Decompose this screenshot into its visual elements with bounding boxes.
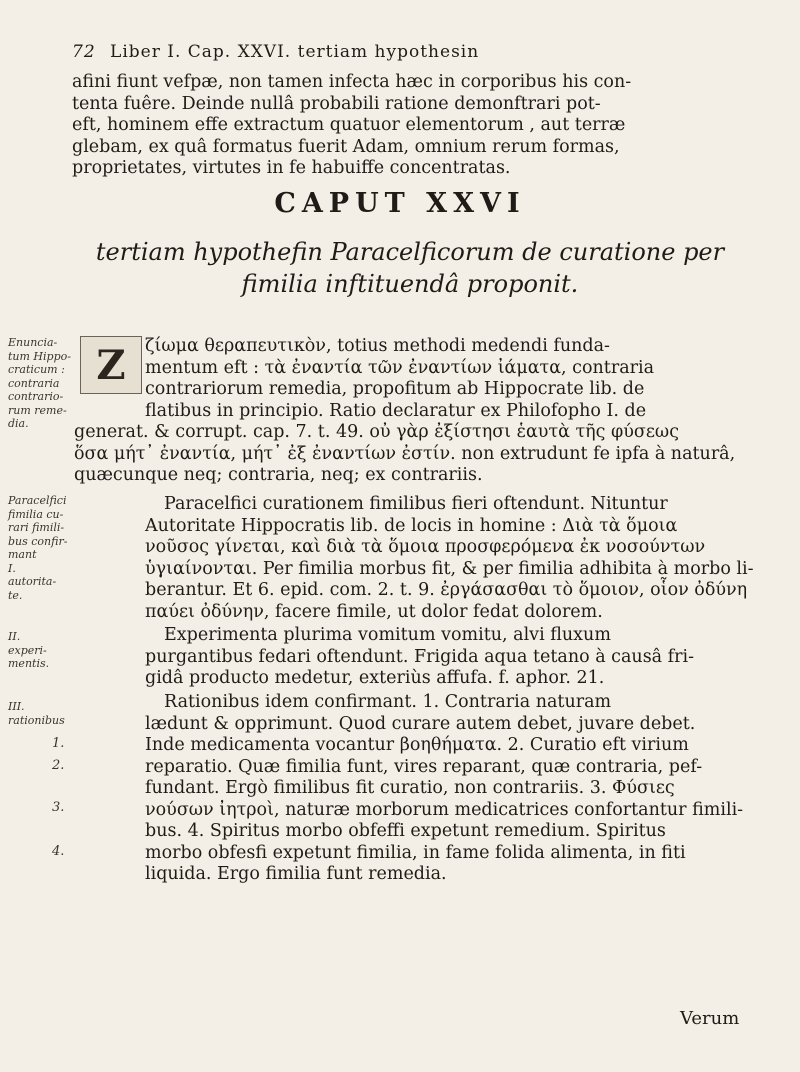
text-line: eft, hominem effe extractum quatuor elementorum , aut terræ xyxy=(72,115,626,135)
margin-line: experi- xyxy=(8,643,47,657)
text-line: ζίωμα θεραπευτικὸν, totius methodi medendi funda- xyxy=(145,336,610,356)
margin-line: contrario- xyxy=(8,390,64,403)
margin-line: rari fimili- xyxy=(8,521,65,534)
margin-note-paracelsici xyxy=(8,494,74,602)
margin-line: Paracelfici xyxy=(8,494,67,507)
text-line: quæcunque neq; contraria, neq; ex contrariis. xyxy=(74,465,483,485)
paragraph-continuation xyxy=(72,72,772,180)
margin-line: tum Hippo- xyxy=(8,349,71,363)
paragraph-axiom xyxy=(74,336,765,487)
text-line: generat. & corrupt. cap. 7. t. 49. οὐ γὰρ ἐξίστησι ἑαυτὰ τῆς φύσεως xyxy=(74,422,680,442)
text-line: gidâ producto medetur, exteriùs affufa. f. aphor. 21. xyxy=(145,668,605,688)
text-line: ὑγιαίνονται. Per fimilia morbus fit, & per fimilia adhibita à morbo li- xyxy=(145,558,754,579)
text-line: afini fiunt vefpæ, non tamen infecta hæc in corporibus his con- xyxy=(72,72,632,92)
text-line: proprietates, virtutes in fe habuiffe concentratas. xyxy=(72,158,511,178)
margin-line: mant xyxy=(8,548,37,561)
subtitle-line: fimilia inftituendâ proponit. xyxy=(241,270,579,298)
argument-number: 3. xyxy=(52,800,65,815)
text-line: mentum eft : τὰ ἐναντία τῶν ἐναντίων ἰάματα, contraria xyxy=(145,357,655,378)
text-line: νοῦσος γίνεται, καὶ διὰ τὰ ὅμοια προσφερόμενα ἐκ νοσούντων xyxy=(145,537,706,557)
margin-line: III. xyxy=(8,700,25,713)
page-number: 72 xyxy=(72,42,96,62)
margin-line: contraria xyxy=(8,376,60,390)
margin-line: dia. xyxy=(8,417,29,430)
margin-note-enunciatum xyxy=(8,336,74,431)
text-line: παύει ὀδύνην, facere fimile, ut dolor fedat dolorem. xyxy=(145,601,603,622)
argument-number: 2. xyxy=(52,758,65,773)
margin-note-experimentis xyxy=(8,630,74,671)
text-line: lædunt & opprimunt. Quod curare autem debet, juvare debet. xyxy=(145,713,696,734)
running-header xyxy=(72,42,732,62)
text-line: liquida. Ergo fimilia funt remedia. xyxy=(145,864,447,884)
margin-line: te. xyxy=(8,588,23,602)
paragraph-authority xyxy=(74,494,754,623)
margin-line: craticum : xyxy=(8,363,65,376)
argument-number: 1. xyxy=(52,736,65,751)
text-line: flatibus in principio. Ratio declaratur ex Philofopho I. de xyxy=(145,400,647,421)
margin-line: mentis. xyxy=(8,657,50,670)
text-line: Paracelfici curationem fimilibus fieri oftendunt. Nituntur xyxy=(164,494,668,514)
margin-note-rationibus xyxy=(8,700,74,727)
running-title: Liber I. Cap. XXVI. tertiam hypothesin xyxy=(110,42,480,62)
text-line: glebam, ex quâ formatus fuerit Adam, omnium rerum formas, xyxy=(72,136,620,157)
margin-line: autorita- xyxy=(8,575,57,588)
decorated-initial: Z xyxy=(80,336,142,394)
margin-line: bus confir- xyxy=(8,534,68,548)
margin-line: II. xyxy=(8,630,21,643)
text-line: purgantibus fedari oftendunt. Frigida aqua tetano à causâ fri- xyxy=(145,646,695,667)
text-line: reparatio. Quæ fimilia funt, vires reparant, quæ contraria, pef- xyxy=(145,756,703,777)
text-line: ὅσα μήτ᾽ ἐναντία, μήτ᾽ ἐξ ἐναντίων ἐστίν. non extrudunt fe ipfa à naturâ, xyxy=(74,443,736,464)
margin-line: I. xyxy=(8,561,16,575)
subtitle-line: tertiam hypothefin Paracelficorum de curatione per xyxy=(95,238,725,266)
text-line: Rationibus idem confirmant. 1. Contraria naturam xyxy=(164,692,612,712)
text-line: Inde medicamenta vocantur βοηθήματα. 2. Curatio eft virium xyxy=(145,735,689,755)
catchword: Verum xyxy=(680,1008,740,1029)
text-line: morbo obfesfi expetunt fimilia, in fame folida alimenta, in fiti xyxy=(145,842,686,863)
text-line: tenta fuêre. Deinde nullâ probabili ratione demonftrari pot- xyxy=(72,93,601,114)
text-line: νούσων ἰητροὶ, naturæ morborum medicatrices confortantur fimili- xyxy=(145,799,744,820)
chapter-heading: CAPUT XXVI xyxy=(274,188,526,219)
paragraph-experiments xyxy=(74,625,694,690)
argument-number: 4. xyxy=(52,844,65,859)
text-line: berantur. Et 6. epid. com. 2. t. 9. ἐργάσασθαι τὸ ὅμοιον, οἷον ὀδύνη xyxy=(145,580,748,600)
margin-line: rationibus xyxy=(8,713,65,727)
chapter-subtitle xyxy=(60,236,760,300)
paragraph-reasons xyxy=(74,692,743,886)
text-line: fundant. Ergò fimilibus fit curatio, non contrariis. 3. Φύσιες xyxy=(145,778,675,798)
margin-line: rum reme- xyxy=(8,403,67,417)
text-line: Autoritate Hippocratis lib. de locis in homine : Διὰ τὰ ὅμοια xyxy=(145,515,678,536)
text-line: contrariorum remedia, propofitum ab Hippocrate lib. de xyxy=(145,379,645,399)
text-line: bus. 4. Spiritus morbo obfeffi expetunt remedium. Spiritus xyxy=(145,821,666,841)
text-line: Experimenta plurima vomitum vomitu, alvi fluxum xyxy=(164,625,611,645)
margin-line: fimilia cu- xyxy=(8,507,64,521)
margin-line: Enuncia- xyxy=(8,336,58,349)
